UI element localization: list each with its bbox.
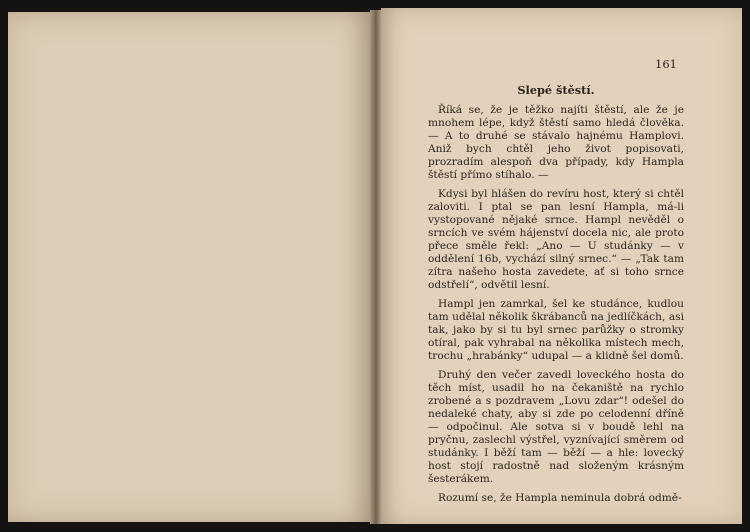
left-page-blank (8, 12, 370, 522)
paragraph: Kdysi byl hlášen do revíru host, který si chtěl zaloviti. I ptal se pan lesní Hampla, má-li vystopované nějaké srnce. Hampl nevěděl o srncích ve svém hájenství docela nic, ale proto přece směle řekl: „Ano — U studánky — v oddělení 16b, vychází silný srnec.“ — „Tak tam zítra našeho hosta zavedete, ať si toho srnce odstřelí“, odvětil lesní. (428, 188, 684, 291)
paragraph: Rozumí se, že Hampla neminula dobrá odmě- (438, 492, 682, 504)
paragraphs (428, 104, 684, 511)
page-number: 161 (655, 57, 677, 71)
chapter-title: Slepé štěstí. (517, 83, 595, 97)
paragraph: Hampl jen zamrkal, šel ke studánce, kudlou tam udělal několik škrábanců na jedlíčkách, asi tak, jako by si tu byl srnec parůžky o stromky otíral, pak vyhrabal na několika místech mech, trochu „hrabánky“ udupal — a klidně šel domů. (428, 298, 684, 362)
right-page (381, 8, 742, 524)
paragraph: Druhý den večer zavedl loveckého hosta do těch míst, usadil ho na čekaniště na rychlo zrobené a s pozdravem „Lovu zdar“! odešel do nedaleké chaty, aby si zde po celodenní dříně — odpočinul. Ale sotva si v boudě lehl na pryčnu, zaslechl výstřel, vyznívající směrem od studánky. I běží tam — běží — a hle: lovecký host stojí radostně nad složeným krásným šesterákem. (428, 369, 684, 485)
paragraph: Říká se, že je těžko najíti štěstí, ale že je mnohem lépe, když štěstí samo hledá člověka. — A to druhé se stávalo hajnému Hamplovi. Aniž bych chtěl jeho život popisovati, prozradím alespoň dva případy, kdy Hampla štěstí přímo stíhalo. — (428, 104, 684, 181)
